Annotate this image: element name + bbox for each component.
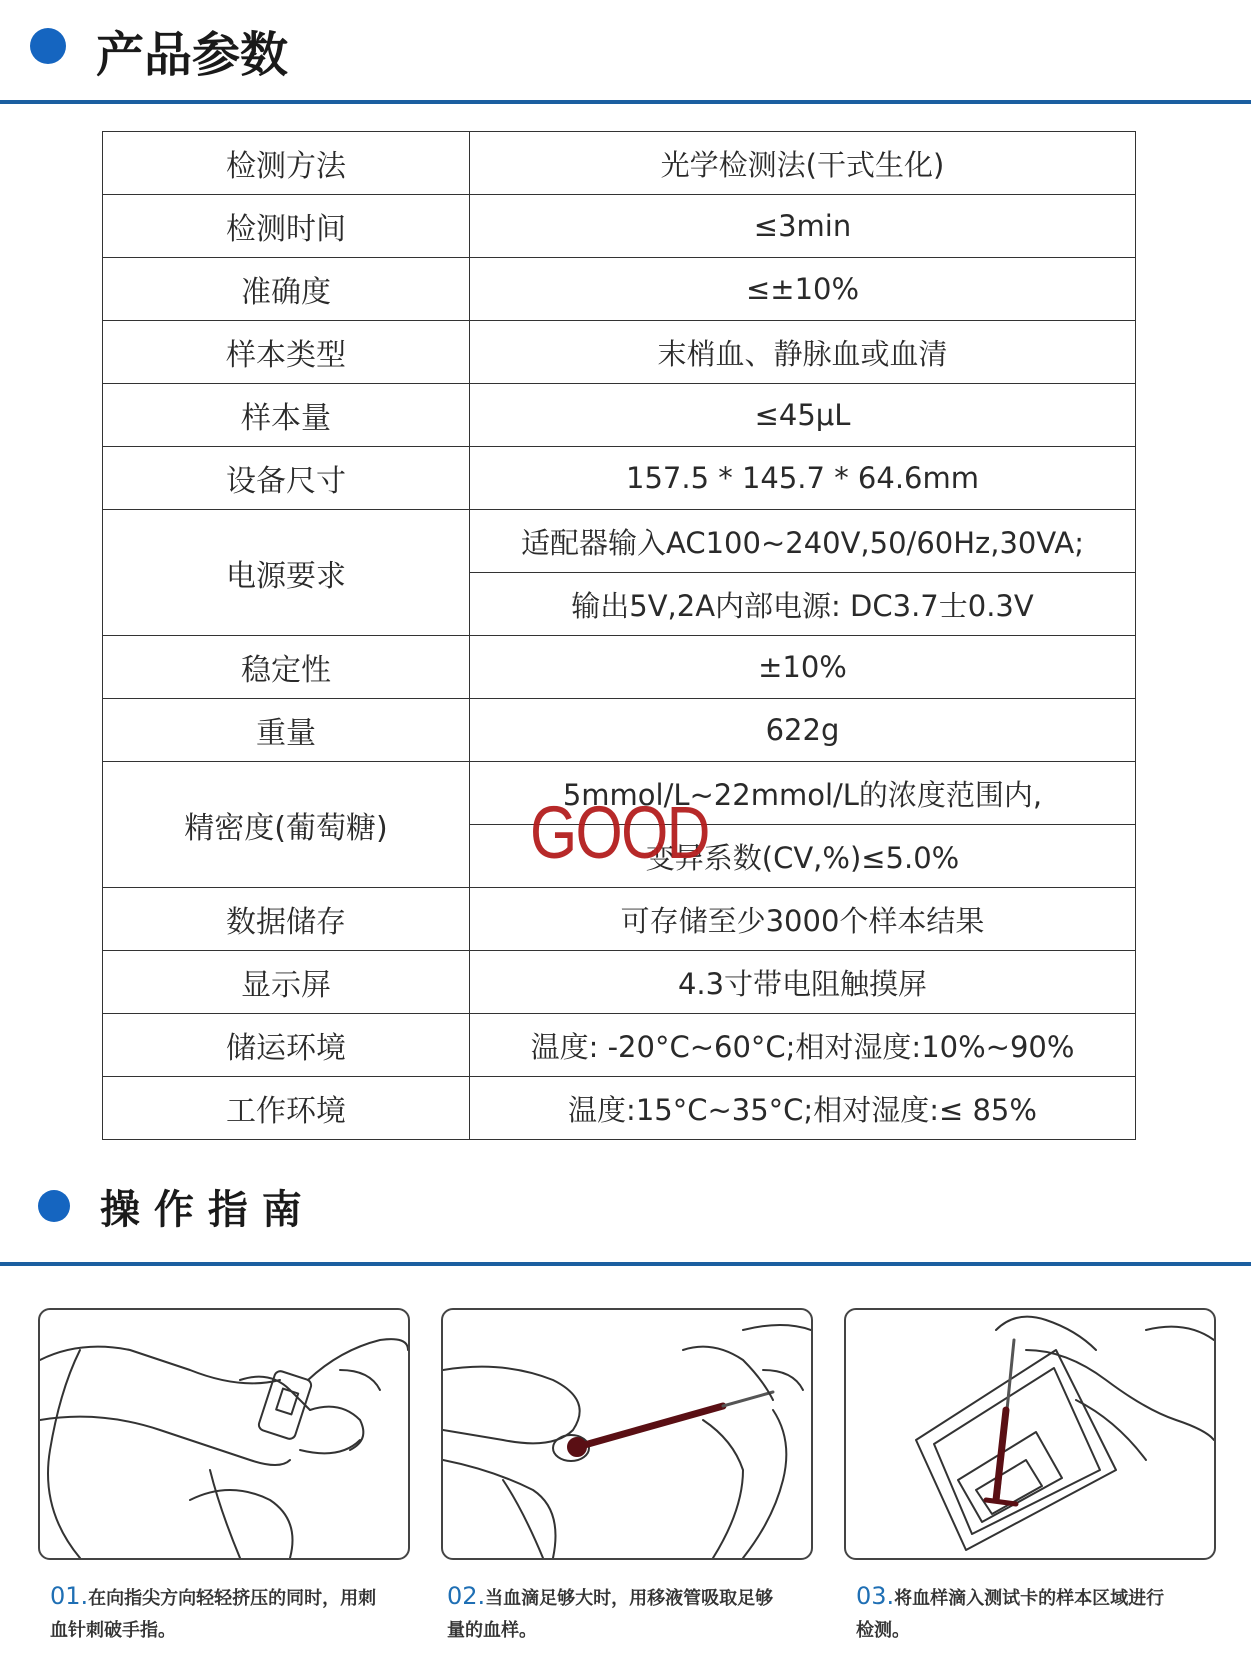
row-value: 157.5 * 145.7 * 64.6mm	[470, 447, 1136, 510]
good-stamp-watermark: GOOD	[530, 791, 709, 874]
row-value: 光学检测法(干式生化)	[470, 132, 1136, 195]
step-2-illustration	[441, 1308, 813, 1560]
row-value: 4.3寸带电阻触摸屏	[470, 951, 1136, 1014]
table-row	[103, 1014, 1136, 1077]
row-value: 温度: -20°C~60°C;相对湿度:10%~90%	[470, 1014, 1136, 1077]
row-value: 622g	[470, 699, 1136, 762]
step-text: 当血滴足够大时，用移液管吸取足够	[485, 1588, 774, 1609]
section-title-guide: 操 作 指 南	[100, 1187, 302, 1233]
step-text: 将血样滴入测试卡的样本区域进行	[894, 1588, 1165, 1609]
row-label: 检测方法	[103, 132, 470, 195]
table-row	[103, 1077, 1136, 1140]
table-row	[103, 951, 1136, 1014]
section-divider	[0, 100, 1251, 104]
table-row	[103, 132, 1136, 195]
step-number: 03.	[856, 1582, 895, 1610]
spec-table	[102, 131, 1136, 1140]
row-value: ≤±10%	[470, 258, 1136, 321]
table-row	[103, 699, 1136, 762]
row-value: ≤3min	[470, 195, 1136, 258]
table-row	[103, 321, 1136, 384]
step-3-caption	[856, 1580, 1228, 1647]
table-row	[103, 447, 1136, 510]
section-bullet-icon	[30, 28, 66, 64]
step-text: 量的血样。	[447, 1620, 537, 1641]
row-value: ≤45μL	[470, 384, 1136, 447]
row-value-line2: 输出5V,2A内部电源: DC3.7士0.3V	[470, 573, 1136, 636]
step-text: 在向指尖方向轻轻挤压的同时，用刺	[88, 1588, 377, 1609]
step-text: 检测。	[856, 1620, 910, 1641]
row-label: 样本类型	[103, 321, 470, 384]
table-row	[103, 195, 1136, 258]
step-number: 01.	[50, 1582, 89, 1610]
row-label: 工作环境	[103, 1077, 470, 1140]
section-title-params: 产品参数	[96, 27, 289, 83]
table-row	[103, 636, 1136, 699]
row-label: 电源要求	[103, 510, 470, 636]
step-number: 02.	[447, 1582, 486, 1610]
row-value-line2: 变异系数(CV,%)≤5.0%	[470, 825, 1136, 888]
row-value: 温度:15°C~35°C;相对湿度:≤ 85%	[470, 1077, 1136, 1140]
table-row	[103, 888, 1136, 951]
row-value: 末梢血、静脉血或血清	[470, 321, 1136, 384]
row-label: 数据储存	[103, 888, 470, 951]
section-divider	[0, 1262, 1251, 1266]
section-bullet-icon	[38, 1190, 70, 1222]
row-label: 准确度	[103, 258, 470, 321]
row-label: 稳定性	[103, 636, 470, 699]
row-value-line1: 5mmol/L~22mmol/L的浓度范围内,	[470, 762, 1136, 825]
step-3-illustration	[844, 1308, 1216, 1560]
row-value-line1: 适配器输入AC100~240V,50/60Hz,30VA;	[470, 510, 1136, 573]
step-1-caption	[50, 1580, 422, 1647]
table-row	[103, 384, 1136, 447]
row-value: ±10%	[470, 636, 1136, 699]
table-row	[103, 258, 1136, 321]
step-1-illustration	[38, 1308, 410, 1560]
row-label: 设备尺寸	[103, 447, 470, 510]
step-2-caption	[447, 1580, 819, 1647]
table-row	[103, 510, 1136, 573]
row-label: 检测时间	[103, 195, 470, 258]
row-label: 样本量	[103, 384, 470, 447]
row-label: 重量	[103, 699, 470, 762]
row-label: 显示屏	[103, 951, 470, 1014]
row-value: 可存储至少3000个样本结果	[470, 888, 1136, 951]
row-label: 储运环境	[103, 1014, 470, 1077]
step-text: 血针刺破手指。	[50, 1620, 176, 1641]
row-label: 精密度(葡萄糖)	[103, 762, 470, 888]
